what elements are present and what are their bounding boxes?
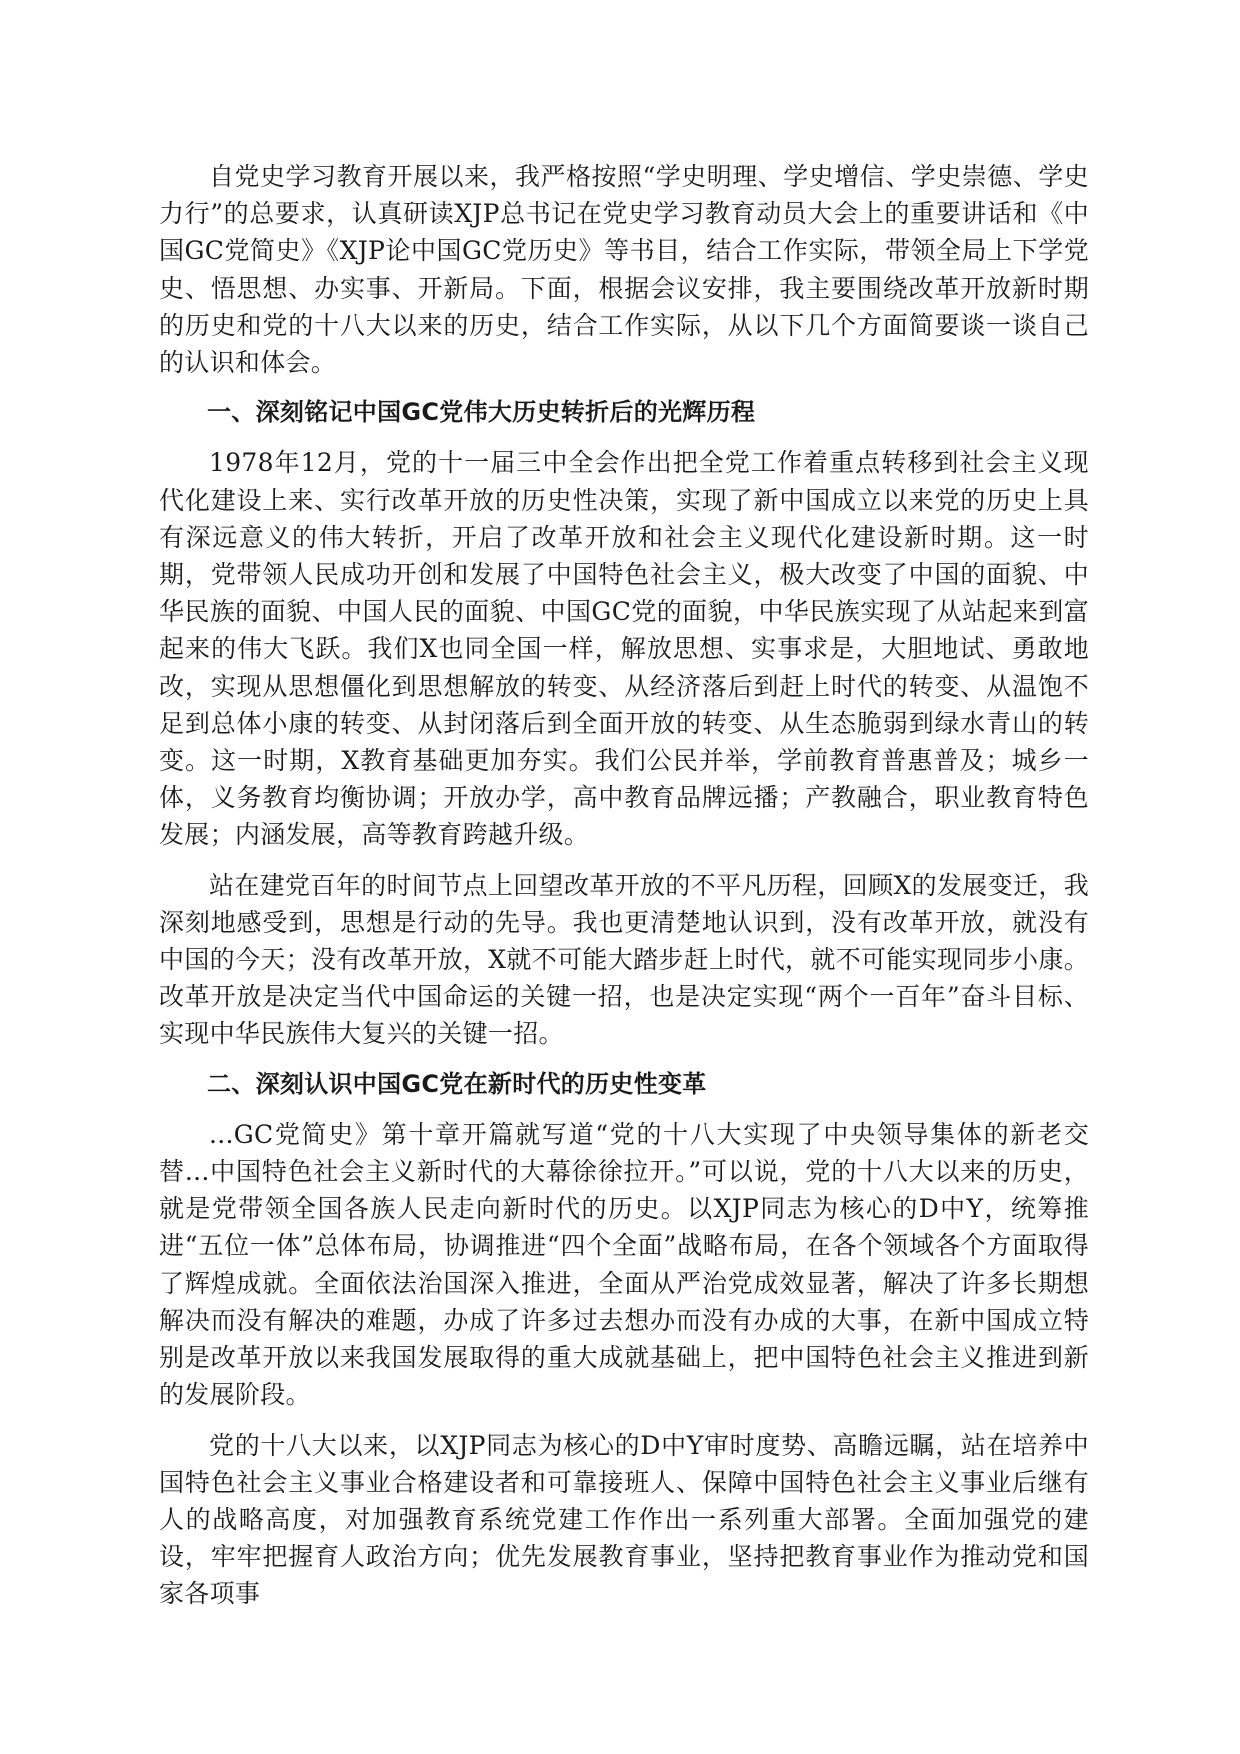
paragraph-intro: 自党史学习教育开展以来，我严格按照“学史明理、学史增信、学史崇德、学史力行”的总要求，认真研读XJP总书记在党史学习教育动员大会上的重要讲话和《中国GC党简史》《XJP论中国GC党历史》等书目，结合工作实际，带领全局上下学党史、悟思想、办实事、开新局。下面，根据会议安排，我主要围绕改革开放新时期的历史和党的十八大以来的历史，结合工作实际，从以下几个方面简要谈一谈自己的认识和体会。 (159, 162, 1089, 378)
paragraph-section1-body: 1978年12月，党的十一届三中全会作出把全党工作着重点转移到社会主义现代化建设上来、实行改革开放的历史性决策，实现了新中国成立以来党的历史上具有深远意义的伟大转折，开启了改革开放和社会主义现代化建设新时期。这一时期，党带领人民成功开创和发展了中国特色社会主义，极大改变了中国的面貌、中华民族的面貌、中国人民的面貌、中国GC党的面貌，中华民族实现了从站起来到富起来的伟大飞跃。我们X也同全国一样，解放思想、实事求是，大胆地试、勇敢地改，实现从思想僵化到思想解放的转变、从经济落后到赶上时代的转变、从温饱不足到总体小康的转变、从封闭落后到全面开放的转变、从生态脆弱到绿水青山的转变。这一时期，X教育基础更加夯实。我们公民并举，学前教育普惠普及；城乡一体，义务教育均衡协调；开放办学，高中教育品牌远播；产教融合，职业教育特色发展；内涵发展，高等教育跨越升级。 (159, 448, 1089, 850)
paragraph-section2-body: ...GC党简史》第十章开篇就写道“党的十八大实现了中央领导集体的新老交替...中国特色社会主义新时代的大幕徐徐拉开。”可以说，党的十八大以来的历史，就是党带领全国各族人民走向新时代的历史。以XJP同志为核心的D中Y，统筹推进“五位一体”总体布局，协调推进“四个全面”战略布局，在各个领域各个方面取得了辉煌成就。全面依法治国深入推进，全面从严治党成效显著，解决了许多长期想解决而没有解决的难题，办成了许多过去想办而没有办成的大事，在新中国成立特别是改革开放以来我国发展取得的重大成就基础上，把中国特色社会主义推进到新的发展阶段。 (159, 1119, 1089, 1410)
paragraph-section2-education: 党的十八大以来，以XJP同志为核心的D中Y审时度势、高瞻远瞩，站在培养中国特色社会主义事业合格建设者和可靠接班人、保障中国特色社会主义事业后继有人的战略高度，对加强教育系统党建工作作出一系列重大部署。全面加强党的建设，牢牢把握育人政治方向；优先发展教育事业，坚持把教育事业作为推动党和国家各项事 (159, 1430, 1089, 1609)
paragraph-section1-reflection: 站在建党百年的时间节点上回望改革开放的不平凡历程，回顾X的发展变迁，我深刻地感受到，思想是行动的先导。我也更清楚地认识到，没有改革开放，就没有中国的今天；没有改革开放，X就不可能大踏步赶上时代，就不可能实现同步小康。改革开放是决定当代中国命运的关键一招，也是决定实现“两个一百年”奋斗目标、实现中华民族伟大复兴的关键一招。 (159, 870, 1089, 1049)
document-body (159, 158, 1089, 1626)
section-heading-2: 二、深刻认识中国GC党在新时代的历史性变革 (207, 1069, 707, 1098)
section-heading-1: 一、深刻铭记中国GC党伟大历史转折后的光辉历程 (207, 398, 756, 427)
